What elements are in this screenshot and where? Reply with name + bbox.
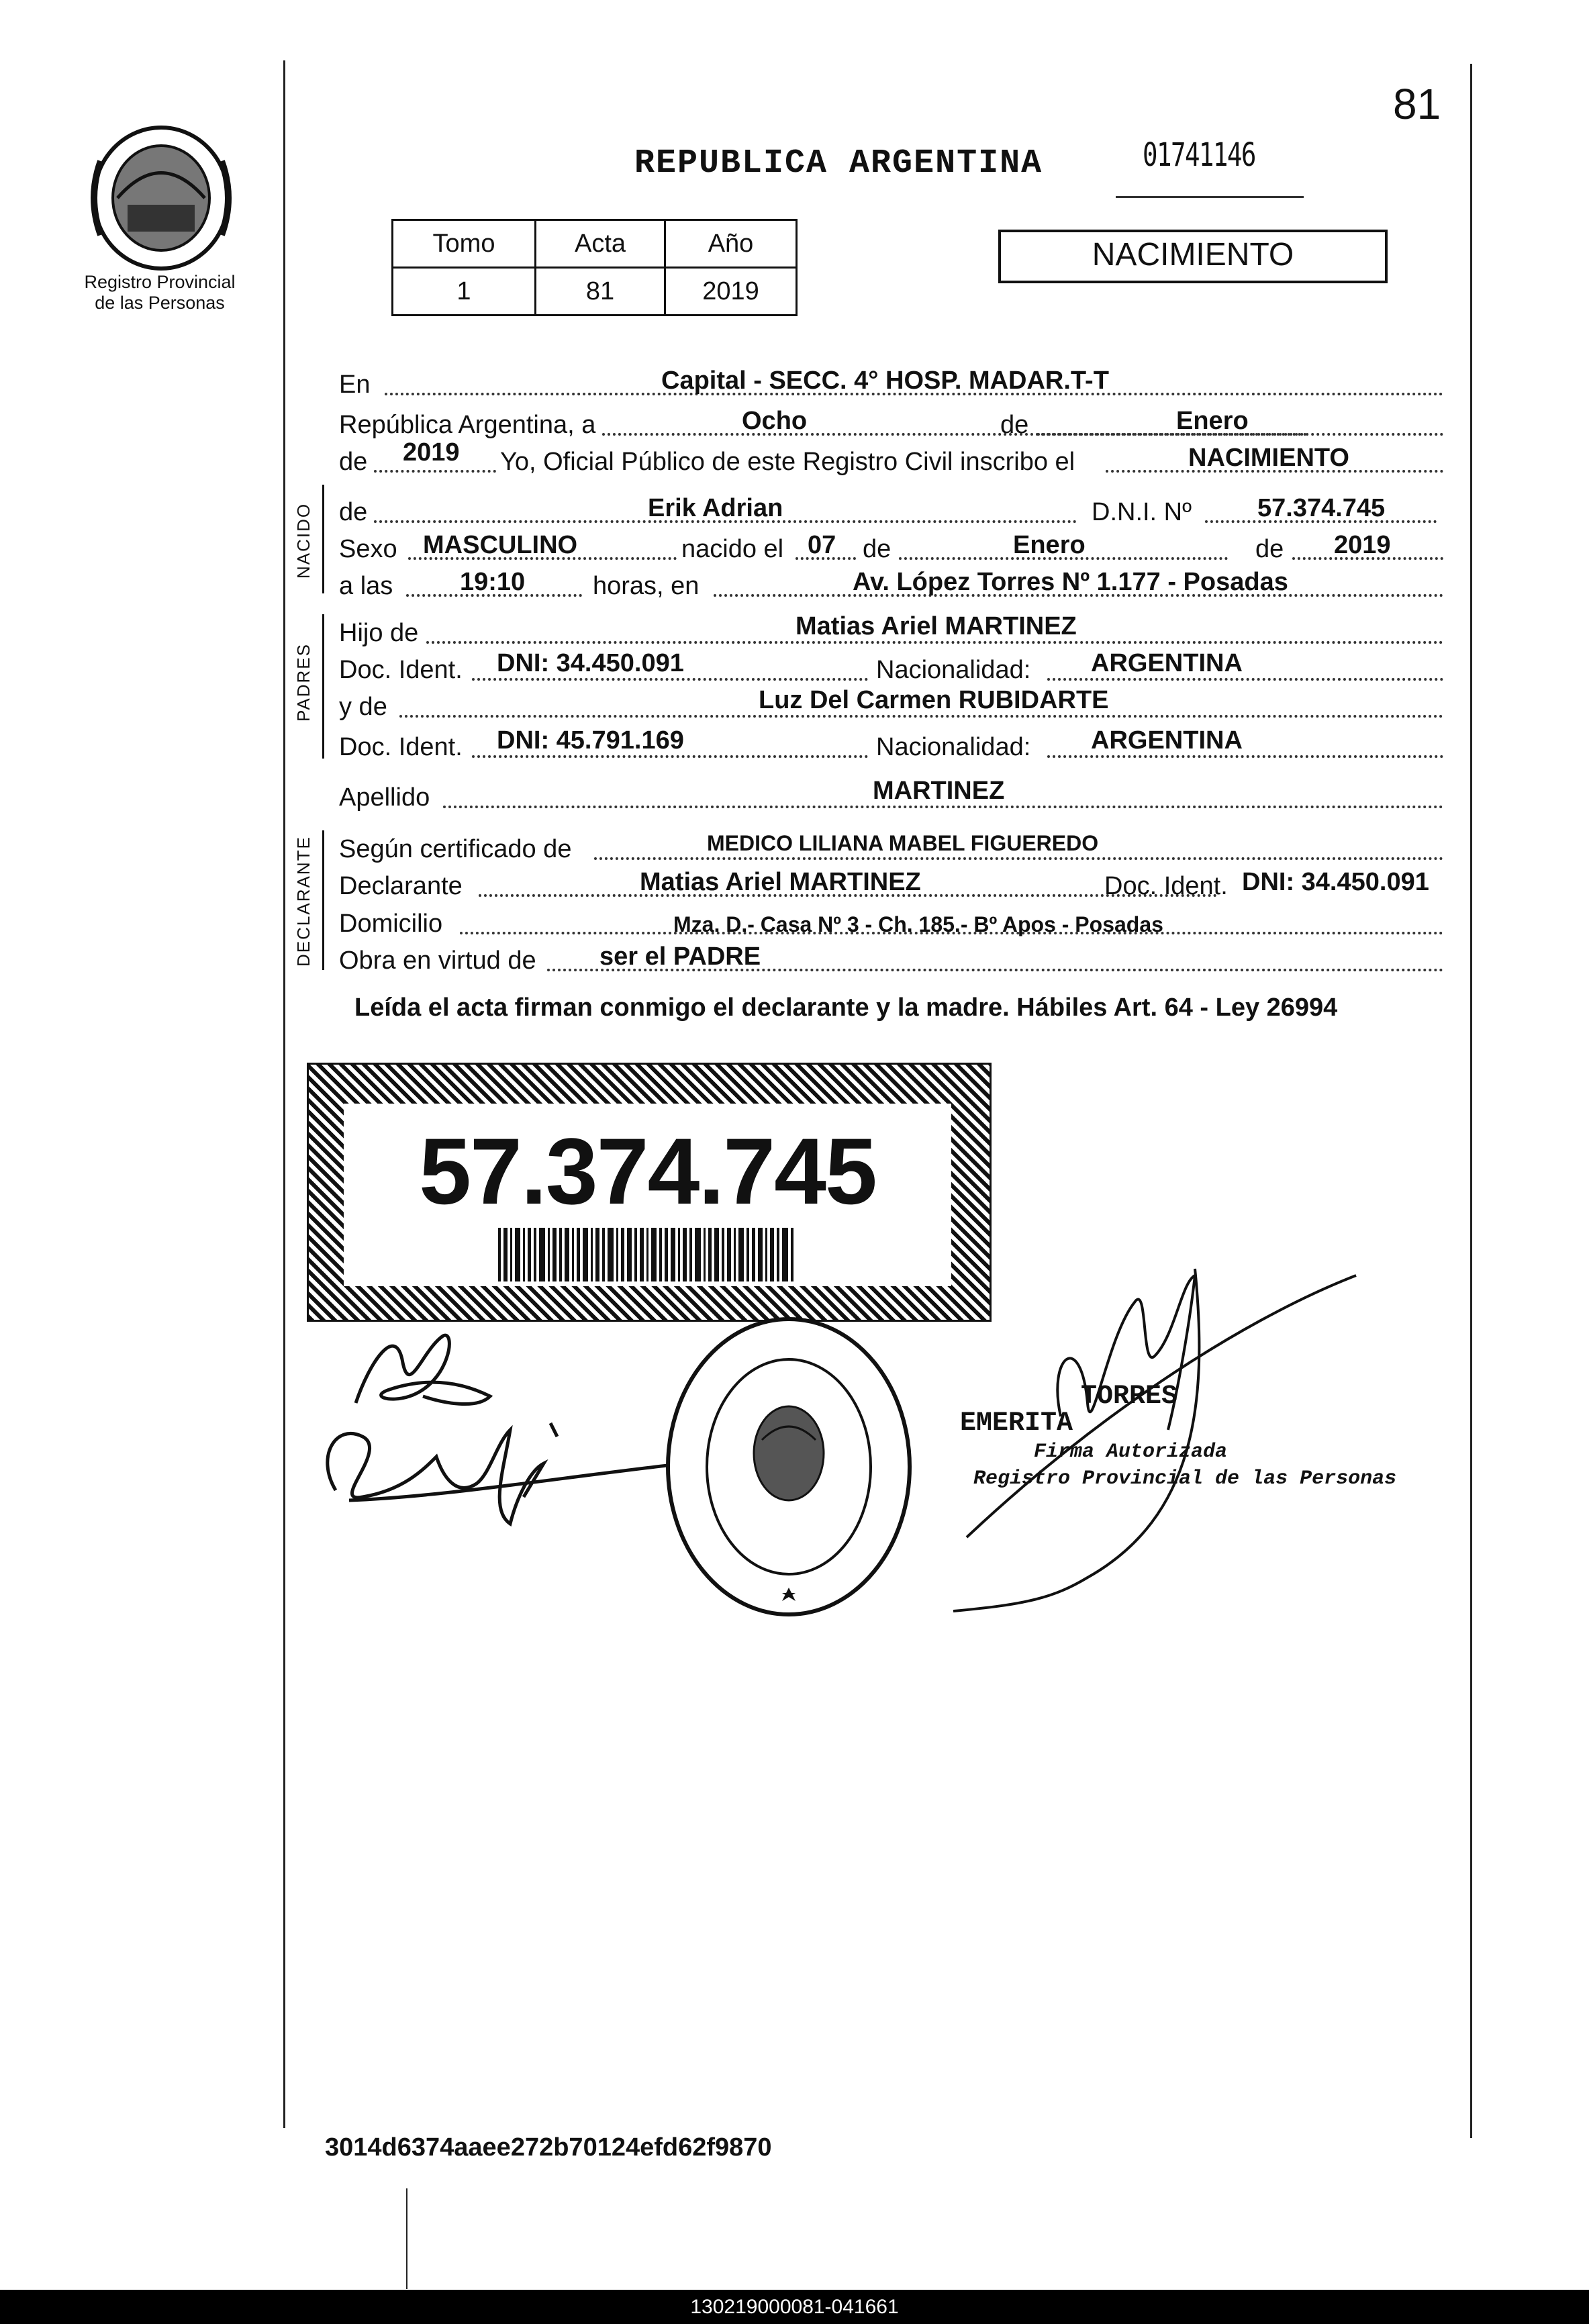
official-signature-block bbox=[953, 1202, 1437, 1638]
declarante-doc: DNI: 34.450.091 bbox=[1242, 868, 1429, 896]
segun-label: Según certificado de bbox=[339, 835, 572, 863]
footer-barcode-code: 130219000081-041661 bbox=[0, 2290, 1589, 2324]
declarante-value: Matias Ariel MARTINEZ bbox=[640, 868, 921, 896]
de-label: de bbox=[1000, 411, 1029, 439]
svg-text:EMERITA: EMERITA bbox=[960, 1408, 1073, 1439]
oficial-text: Yo, Oficial Público de este Registro Civil inscribo el bbox=[500, 448, 1075, 476]
inscribo-value: NACIMIENTO bbox=[1188, 444, 1349, 472]
mother-name: Luz Del Carmen RUBIDARTE bbox=[759, 686, 1109, 714]
nacido-label: nacido el bbox=[681, 535, 784, 563]
logo-caption-line2: de las Personas bbox=[95, 293, 225, 313]
serial-number: 01741146 bbox=[1143, 136, 1255, 174]
side-label-nacido: NACIDO bbox=[293, 502, 314, 579]
father-name: Matias Ariel MARTINEZ bbox=[796, 612, 1077, 640]
day-text: Ocho bbox=[742, 407, 808, 435]
side-label-padres: PADRES bbox=[293, 643, 314, 722]
row-obra bbox=[339, 942, 1443, 975]
logo-caption bbox=[69, 272, 250, 313]
dotted-line bbox=[472, 678, 868, 681]
dotted-line bbox=[399, 715, 1443, 718]
en-value: Capital - SECC. 4° HOSP. MADAR.T-T bbox=[661, 367, 1109, 395]
nacido-bracket bbox=[322, 485, 324, 593]
serial-underline bbox=[1116, 196, 1304, 198]
obra-label: Obra en virtud de bbox=[339, 947, 536, 975]
record-table bbox=[391, 219, 798, 316]
padres-bracket bbox=[322, 614, 324, 759]
row-time-place bbox=[339, 567, 1443, 601]
domicilio-label: Domicilio bbox=[339, 910, 443, 938]
dotted-line bbox=[1047, 678, 1443, 681]
father-doc: DNI: 34.450.091 bbox=[497, 649, 684, 677]
y-de-label: y de bbox=[339, 693, 387, 721]
sticker-dni-number: 57.374.745 bbox=[419, 1118, 876, 1224]
table-value-ano: 2019 bbox=[665, 268, 797, 316]
declarant-signature-icon bbox=[309, 1322, 685, 1531]
row-sexo bbox=[339, 530, 1443, 564]
obra-value: ser el PADRE bbox=[599, 942, 761, 971]
year-value: 2019 bbox=[403, 438, 460, 467]
mother-doc-label: Doc. Ident. bbox=[339, 733, 463, 761]
birth-de2-label: de bbox=[1255, 535, 1284, 563]
name-label: de bbox=[339, 498, 368, 526]
mother-doc: DNI: 45.791.169 bbox=[497, 726, 684, 755]
table-header-ano: Año bbox=[665, 220, 797, 268]
name-value: Erik Adrian bbox=[648, 494, 783, 522]
closing-text: Leída el acta firman conmigo el declarante y la madre. Hábiles Art. 64 - Ley 26994 bbox=[354, 994, 1338, 1022]
father-nationality: ARGENTINA bbox=[1091, 649, 1243, 677]
sexo-value: MASCULINO bbox=[423, 531, 578, 559]
month-value: Enero bbox=[1176, 407, 1249, 435]
apellido-label: Apellido bbox=[339, 783, 430, 812]
official-seal-icon bbox=[661, 1312, 916, 1621]
row-certificate bbox=[339, 830, 1443, 864]
birth-month: Enero bbox=[1013, 531, 1086, 559]
mother-nationality: ARGENTINA bbox=[1091, 726, 1243, 755]
dotted-line bbox=[443, 806, 1443, 808]
dotted-line bbox=[594, 857, 1443, 860]
birth-place: Av. López Torres Nº 1.177 - Posadas bbox=[853, 568, 1288, 596]
hijo-label: Hijo de bbox=[339, 619, 419, 647]
domicilio-value: Mza. D.- Casa Nº 3 - Ch. 185.- Bº Apos - Posadas bbox=[673, 912, 1163, 936]
declarante-bracket bbox=[322, 830, 324, 970]
birth-time: 19:10 bbox=[460, 568, 526, 596]
table-header-acta: Acta bbox=[536, 220, 665, 268]
svg-text:Firma Autorizada: Firma Autorizada bbox=[1034, 1441, 1228, 1463]
dni-sticker bbox=[307, 1063, 992, 1322]
birth-year: 2019 bbox=[1334, 531, 1391, 559]
certificate-value: MEDICO LILIANA MABEL FIGUEREDO bbox=[707, 831, 1099, 855]
official-signature-icon bbox=[953, 1202, 1437, 1638]
father-doc-label: Doc. Ident. bbox=[339, 656, 463, 684]
side-label-declarante: DECLARANTE bbox=[293, 836, 314, 967]
document-hash: 3014d6374aaee272b70124efd62f9870 bbox=[325, 2133, 772, 2162]
row-inscribo bbox=[339, 438, 1443, 477]
sexo-label: Sexo bbox=[339, 535, 397, 563]
en-label: En bbox=[339, 371, 371, 399]
logo-caption-line1: Registro Provincial bbox=[84, 272, 236, 292]
left-margin-line-lower bbox=[406, 2188, 407, 2289]
row-en bbox=[339, 366, 1443, 399]
apellido-value: MARTINEZ bbox=[873, 777, 1005, 805]
a-las-label: a las bbox=[339, 572, 393, 600]
row-mother-doc bbox=[339, 728, 1443, 762]
table-value-tomo: 1 bbox=[393, 268, 536, 316]
table-value-acta: 81 bbox=[536, 268, 665, 316]
row-father-doc bbox=[339, 651, 1443, 685]
birth-de-label: de bbox=[863, 535, 892, 563]
horas-label: horas, en bbox=[593, 572, 700, 600]
row-father bbox=[339, 614, 1443, 648]
declarante-label: Declarante bbox=[339, 872, 463, 900]
left-margin-line bbox=[283, 60, 285, 2128]
declarante-doc-label: Doc. Ident. bbox=[1104, 872, 1228, 900]
misiones-crest-icon bbox=[87, 121, 235, 275]
mother-nac-label: Nacionalidad: bbox=[876, 733, 1031, 761]
svg-text:TORRES: TORRES bbox=[1081, 1382, 1178, 1412]
document-title: REPUBLICA ARGENTINA bbox=[634, 144, 1043, 183]
row-apellido bbox=[339, 779, 1443, 812]
act-type-box: NACIMIENTO bbox=[998, 230, 1388, 283]
dotted-line bbox=[472, 755, 868, 758]
row-mother bbox=[339, 688, 1443, 722]
barcode-icon bbox=[498, 1228, 793, 1281]
dotted-line bbox=[426, 641, 1443, 644]
row-declarante bbox=[339, 867, 1443, 901]
page-number: 81 bbox=[1393, 80, 1441, 128]
row-domicilio bbox=[339, 905, 1443, 938]
de-year-label: de bbox=[339, 448, 368, 476]
svg-text:Registro Provincial de las Per: Registro Provincial de las Personas bbox=[973, 1467, 1397, 1490]
right-margin-line bbox=[1470, 64, 1472, 2138]
dotted-line bbox=[374, 470, 496, 473]
dni-sticker-inner bbox=[344, 1104, 951, 1286]
rep-label: República Argentina, a bbox=[339, 411, 596, 439]
dni-label: D.N.I. Nº bbox=[1092, 498, 1192, 526]
birth-day: 07 bbox=[808, 531, 836, 559]
father-nac-label: Nacionalidad: bbox=[876, 656, 1031, 684]
dotted-line bbox=[1047, 755, 1443, 758]
row-name bbox=[339, 493, 1443, 527]
table-header-tomo: Tomo bbox=[393, 220, 536, 268]
dni-value: 57.374.745 bbox=[1257, 494, 1386, 522]
row-date bbox=[339, 406, 1443, 440]
